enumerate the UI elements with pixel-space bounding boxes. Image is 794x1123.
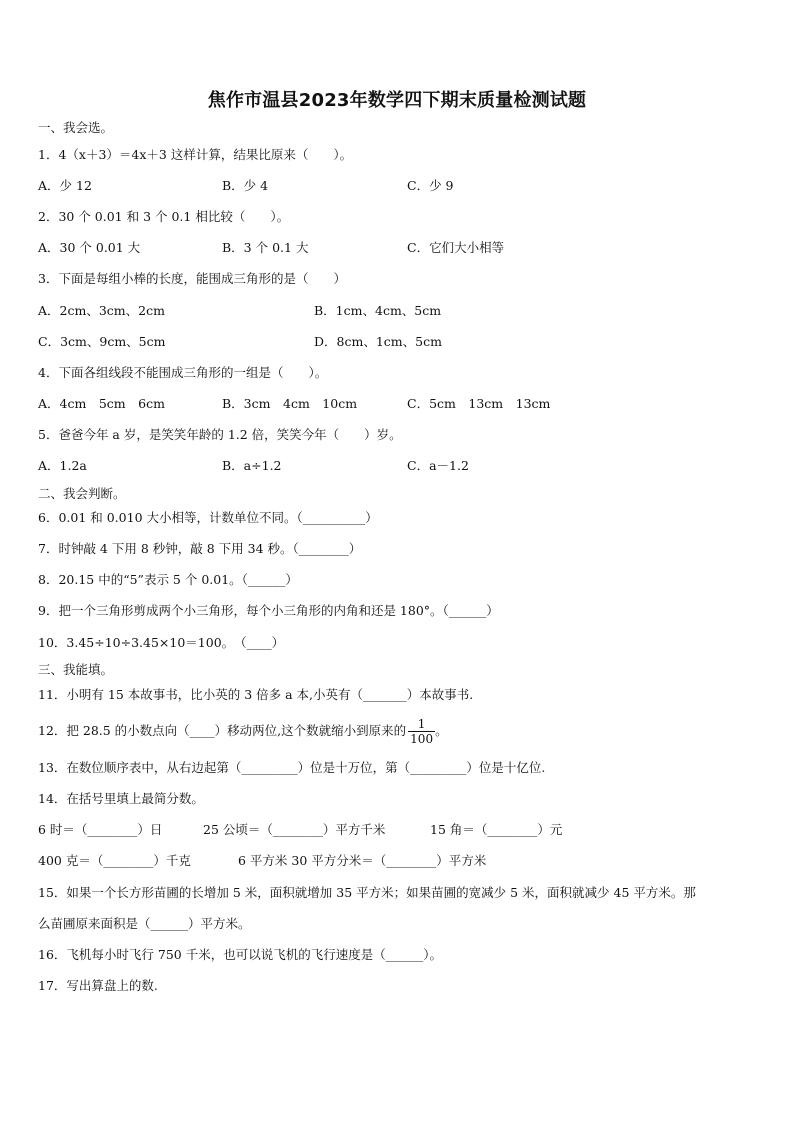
question-5-option-a: A．1.2a <box>38 458 87 473</box>
question-14-item-grams: 400 克＝（________）千克 <box>38 853 191 868</box>
question-14-item-square-meters: 6 平方米 30 平方分米＝（________）平方米 <box>238 853 487 868</box>
question-17: 17．写出算盘上的数. <box>38 978 158 993</box>
question-3-option-b: B．1cm、4cm、5cm <box>314 303 442 318</box>
question-2-option-b: B．3 个 0.1 大 <box>222 240 309 255</box>
page-title: 焦作市温县2023年数学四下期末质量检测试题 <box>207 90 587 111</box>
question-4-stem: 4．下面各组线段不能围成三角形的一组是（ ）。 <box>38 365 328 380</box>
question-15-line-2: 么苗圃原来面积是（______）平方米。 <box>38 916 251 931</box>
question-1-option-b: B．少 4 <box>222 178 269 193</box>
question-16: 16．飞机每小时飞行 750 千米，也可以说飞机的飞行速度是（______）。 <box>38 947 442 962</box>
question-12 <box>38 716 448 746</box>
question-4-option-b: B．3cm 4cm 10cm <box>222 396 358 411</box>
question-13: 13．在数位顺序表中，从右边起第（_________）位是十万位，第（_________）位是十亿位. <box>38 760 546 775</box>
question-5-option-c: C．a－1.2 <box>407 458 469 473</box>
question-14-item-hours: 6 时＝（________）日 <box>38 822 163 837</box>
section-heading-fill: 三、我能填。 <box>38 662 114 677</box>
question-1-option-c: C．少 9 <box>407 178 454 193</box>
question-8: 8．20.15 中的“5”表示 5 个 0.01。（______） <box>38 572 298 587</box>
question-6: 6．0.01 和 0.010 大小相等，计数单位不同。（__________） <box>38 510 378 525</box>
question-4-option-c: C．5cm 13cm 13cm <box>407 396 551 411</box>
question-3-option-d: D．8cm、1cm、5cm <box>314 334 442 349</box>
question-9: 9．把一个三角形剪成两个小三角形，每个小三角形的内角和还是 180°。（______） <box>38 603 499 618</box>
question-1-option-a: A．少 12 <box>38 178 92 193</box>
section-heading-choose: 一、我会选。 <box>38 120 114 135</box>
question-3-option-c: C．3cm、9cm、5cm <box>38 334 166 349</box>
question-2-stem: 2．30 个 0.01 和 3 个 0.1 相比较（ ）。 <box>38 209 290 224</box>
question-14-stem: 14．在括号里填上最简分数。 <box>38 791 204 806</box>
section-heading-judge: 二、我会判断。 <box>38 486 126 501</box>
question-14-item-jiao: 15 角＝（________）元 <box>430 822 563 837</box>
question-2-option-c: C．它们大小相等 <box>407 240 505 255</box>
fraction-one-hundredth <box>408 717 435 746</box>
question-3-option-a: A．2cm、3cm、2cm <box>38 303 165 318</box>
question-4-option-a: A．4cm 5cm 6cm <box>38 396 165 411</box>
fraction-numerator: 1 <box>417 717 426 731</box>
question-1-stem: 1．4（x＋3）＝4x＋3 这样计算，结果比原来（ ）。 <box>38 147 353 162</box>
fraction-denominator: 100 <box>410 732 434 746</box>
question-5-stem: 5．爸爸今年 a 岁，是笑笑年龄的 1.2 倍，笑笑今年（ ）岁。 <box>38 427 402 442</box>
question-12-text: 12．把 28.5 的小数点向（____）移动两位,这个数就缩小到原来的 <box>38 723 407 738</box>
question-14-item-hectares: 25 公顷＝（________）平方千米 <box>203 822 386 837</box>
question-7: 7．时钟敲 4 下用 8 秒钟，敲 8 下用 34 秒。（________） <box>38 541 362 556</box>
question-2-option-a: A．30 个 0.01 大 <box>38 240 141 255</box>
question-15-line-1: 15．如果一个长方形苗圃的长增加 5 米，面积就增加 35 平方米；如果苗圃的宽减少 5 米，面积就减少 45 平方米。那 <box>38 885 696 900</box>
question-10: 10．3.45÷10÷3.45×10＝100。 （____） <box>38 635 285 650</box>
question-3-stem: 3．下面是每组小棒的长度，能围成三角形的是（ ） <box>38 271 346 286</box>
question-5-option-b: B．a÷1.2 <box>222 458 282 473</box>
question-12-tail: 。 <box>435 723 448 738</box>
question-11: 11．小明有 15 本故事书，比小英的 3 倍多 a 本,小英有（_______）本故事书. <box>38 687 474 702</box>
